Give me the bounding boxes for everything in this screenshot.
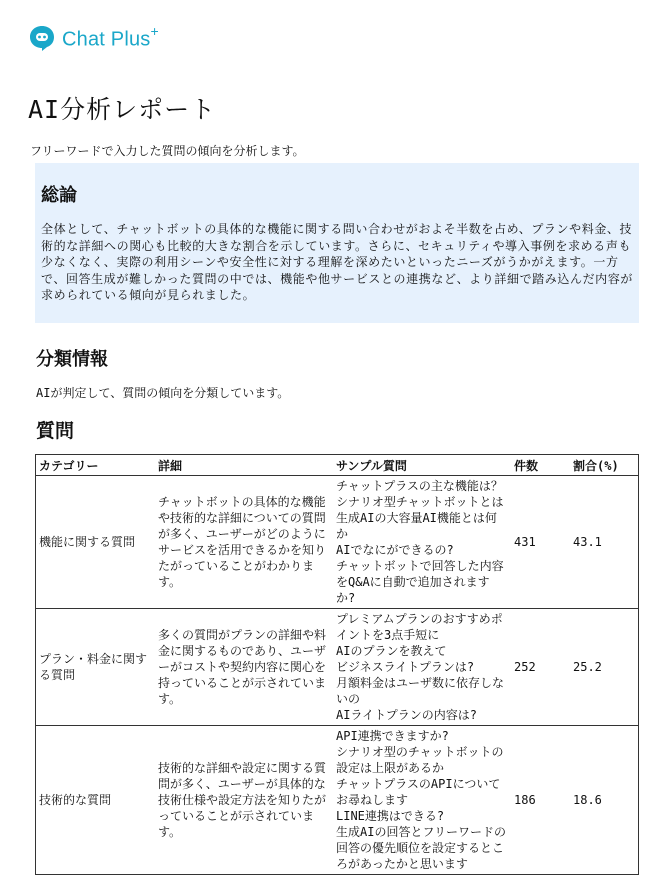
summary-body: 全体として、チャットボットの具体的な機能に関する問い合わせがおよそ半数を占め、プランや料金、技術的な詳細への関心も比較的大きな割合を示しています。さらに、セキュリティや導入事例を求める声も少なくなく、実際の利用シーンや安全性に対する理解を深めたいといったニーズがうかがえます。一方で、回答生成が難しかった質問の中では、機能や他サービスとの連携など、より詳細で踏み込んだ内容が求められている傾向が見られました。: [41, 222, 633, 302]
sample-question: AIのプランを教えて: [336, 644, 447, 658]
row-ratio: 43.1: [570, 476, 639, 609]
row-detail: チャットボットの具体的な機能や技術的な詳細についての質問が多く、ユーザーがどのようにサービスを活用できるかを知りたがっていることがわかります。: [155, 476, 333, 609]
table-row: [36, 476, 639, 609]
sample-question: チャットプラスの主な機能は？: [336, 479, 503, 493]
questions-table: [35, 454, 639, 875]
brand-logo[interactable]: [28, 24, 159, 52]
brand-plus: +: [150, 22, 159, 39]
page-title: AI分析レポート: [28, 95, 217, 124]
row-category: 機能に関する質問: [36, 476, 156, 609]
sample-question: API連携できますか?: [336, 729, 449, 743]
summary-heading: 総論: [41, 185, 77, 206]
row-samples: [333, 726, 511, 875]
row-detail: 多くの質問がプランの詳細や料金に関するものであり、ユーザーがコストや契約内容に関心を持っていることが示されています。: [155, 609, 333, 726]
row-count: 252: [511, 609, 570, 726]
sample-question: プレミアムプランのおすすめポイントを3点手短に: [336, 612, 503, 642]
table-header-row: [36, 455, 639, 476]
sample-question: チャットボットで回答した内容をQ&Aに自動で追加されますか?: [336, 559, 504, 605]
column-header-category: カテゴリー: [36, 455, 156, 476]
sample-question: AIでなにができるの?: [336, 543, 454, 557]
sample-question: 月額料金はユーザ数に依存しないの: [336, 676, 505, 706]
classification-description: AIが判定して、質問の傾向を分類しています。: [36, 386, 290, 400]
classification-heading: 分類情報: [36, 349, 108, 370]
row-count: 186: [511, 726, 570, 875]
sample-question: チャットプラスのAPIについてお尋ねします: [336, 777, 501, 807]
row-category: 技術的な質問: [36, 726, 156, 875]
sample-question: シナリオ型チャットボットとは: [336, 495, 504, 509]
sample-question: LINE連携はできる?: [336, 809, 445, 823]
sample-question: 生成AIの大容量AI機能とは何か: [336, 511, 497, 541]
sample-question: 生成AIの回答とフリーワードの回答の優先順位を設定するところがあったかと思います: [336, 825, 506, 871]
row-samples: [333, 609, 511, 726]
row-samples: [333, 476, 511, 609]
column-header-samples: サンプル質問: [333, 455, 511, 476]
row-count: 431: [511, 476, 570, 609]
table-row: [36, 609, 639, 726]
column-header-ratio: 割合(%): [570, 455, 639, 476]
sample-question: ビジネスライトプランは?: [336, 660, 475, 674]
row-category: プラン・料金に関する質問: [36, 609, 156, 726]
sample-question: シナリオ型のチャットボットの設定は上限があるか: [336, 745, 504, 775]
questions-heading: 質問: [36, 420, 75, 442]
brand-name: Chat Plus+: [62, 22, 159, 51]
row-detail: 技術的な詳細や設定に関する質問が多く、ユーザーが具体的な技術仕様や設定方法を知りたがっていることが示されています。: [155, 726, 333, 875]
row-ratio: 25.2: [570, 609, 639, 726]
summary-panel: [35, 163, 639, 323]
chat-bubble-logo-icon: [28, 24, 56, 52]
column-header-count: 件数: [511, 455, 570, 476]
sample-question: AIライトプランの内容は?: [336, 708, 477, 722]
column-header-detail: 詳細: [155, 455, 333, 476]
table-row: [36, 726, 639, 875]
page-subtitle: フリーワードで入力した質問の傾向を分析します。: [30, 144, 305, 158]
row-ratio: 18.6: [570, 726, 639, 875]
